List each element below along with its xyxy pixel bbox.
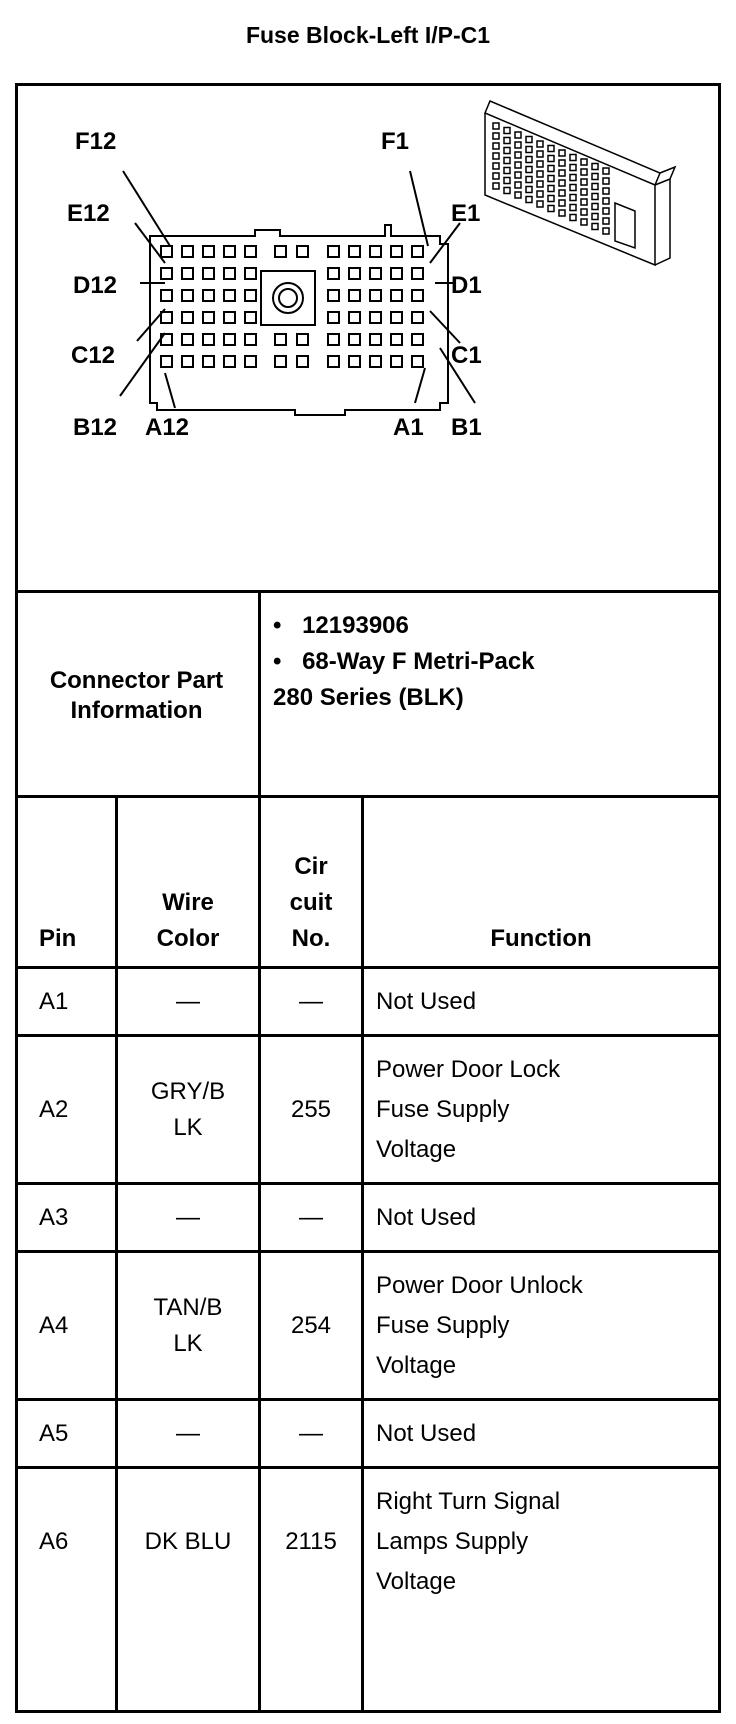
part-type: 68-Way F Metri-Pack [302, 648, 535, 675]
iso-cavity [515, 152, 521, 158]
circuit-no-cell: 2115 [285, 1527, 337, 1555]
iso-cavity [592, 224, 598, 230]
iso-cavity [515, 162, 521, 168]
iso-cavity [581, 199, 587, 205]
iso-cavity [515, 172, 521, 178]
pin-cavity [328, 268, 339, 279]
leader-c1 [430, 311, 460, 343]
pin-cavity [370, 356, 381, 367]
pin-cavity [245, 356, 256, 367]
iso-cavity [504, 158, 510, 164]
iso-cavity [515, 182, 521, 188]
pin-cavity [349, 268, 360, 279]
wire-color-cell: TAN/B LK [153, 1293, 223, 1357]
iso-cavity [504, 148, 510, 154]
iso-cavity [548, 156, 554, 162]
iso-cavity [581, 189, 587, 195]
iso-cavity [537, 161, 543, 167]
pin-cavity [275, 334, 286, 345]
pin-cavity [391, 268, 402, 279]
iso-cavity [537, 171, 543, 177]
pin-cavity [203, 334, 214, 345]
pin-cavity [370, 290, 381, 301]
col-header-wire-color: Wire Color [156, 889, 220, 952]
pin-cavity [245, 268, 256, 279]
function-cell: Not Used [376, 1419, 477, 1447]
pin-cavity [412, 268, 423, 279]
pin-cavity [297, 246, 308, 257]
pin-cell: A6 [39, 1527, 69, 1555]
iso-cavity [559, 200, 565, 206]
leader-a1 [415, 368, 425, 403]
pin-cavity [224, 334, 235, 345]
iso-cavity [548, 146, 554, 152]
pin-cavity [412, 246, 423, 257]
table-border-bottom [15, 1710, 721, 1713]
pin-cavity [245, 312, 256, 323]
circuit-no-cell: 254 [290, 1311, 332, 1339]
pin-cavity [203, 312, 214, 323]
pin-cavity [245, 290, 256, 301]
iso-cavity [570, 165, 576, 171]
iso-cavity [603, 188, 609, 194]
pin-cavity [161, 312, 172, 323]
wire-color-cell: — [176, 1203, 200, 1231]
iso-cavity [493, 163, 499, 169]
iso-cavity [603, 178, 609, 184]
iso-cavity [504, 178, 510, 184]
bullet-icon: • [273, 648, 282, 675]
iso-cavity [526, 137, 532, 143]
pin-cavity [161, 246, 172, 257]
pin-cavity [391, 290, 402, 301]
pin-cavity [328, 290, 339, 301]
bullet-icon: • [273, 612, 282, 639]
pin-cavity [245, 246, 256, 257]
col-divider-3 [361, 795, 364, 1713]
label-a12: A12 [145, 414, 190, 441]
iso-cavity [592, 214, 598, 220]
pin-cavity [412, 290, 423, 301]
iso-cavity [559, 180, 565, 186]
iso-cavity [581, 159, 587, 165]
iso-cavity [603, 218, 609, 224]
iso-cavity [493, 123, 499, 129]
iso-cavity [548, 166, 554, 172]
iso-cavity [581, 209, 587, 215]
pin-cavity [370, 268, 381, 279]
pin-cavity [275, 356, 286, 367]
circuit-no-cell: — [299, 1203, 323, 1231]
iso-cavity [526, 157, 532, 163]
iso-cavity [537, 201, 543, 207]
pin-cavity [297, 356, 308, 367]
pin-cavity [370, 312, 381, 323]
iso-cavity [515, 142, 521, 148]
pin-cavity [328, 312, 339, 323]
pin-cavity [328, 246, 339, 257]
iso-cavity [526, 167, 532, 173]
iso-cavity [570, 215, 576, 221]
part-info-label [15, 593, 258, 798]
pin-cavity [203, 246, 214, 257]
function-cell: Not Used [376, 1203, 477, 1231]
iso-cavity [559, 210, 565, 216]
pin-cavity [182, 356, 193, 367]
pin-cavity [224, 290, 235, 301]
pin-cavity [275, 246, 286, 257]
function-cell: Power Door Unlock Fuse Supply Voltage [376, 1271, 583, 1379]
wire-color-cell: DK BLU [144, 1527, 232, 1555]
iso-cavity [537, 191, 543, 197]
part-number-item [273, 608, 713, 644]
pin-cavity [161, 268, 172, 279]
col-header-circuit-no: Cir cuit No. [289, 853, 333, 952]
page-title: Fuse Block-Left I/P-C1 [245, 22, 491, 48]
pin-cavity [182, 334, 193, 345]
iso-cavity [559, 160, 565, 166]
iso-cavity [493, 143, 499, 149]
pin-cavity [412, 334, 423, 345]
wire-color-cell: — [176, 1419, 200, 1447]
iso-cavity [504, 168, 510, 174]
pin-cavity [224, 312, 235, 323]
iso-cavity [581, 219, 587, 225]
pin-cavity [297, 334, 308, 345]
iso-cavity [537, 151, 543, 157]
label-f12: F12 [75, 128, 117, 155]
col-header-function: Function [490, 925, 592, 952]
iso-cavity [548, 176, 554, 182]
wire-color-cell: GRY/B LK [150, 1077, 226, 1141]
label-c12: C12 [71, 342, 116, 369]
pin-cavity [349, 334, 360, 345]
leader-e1 [430, 223, 460, 263]
part-type-item [273, 644, 713, 680]
iso-cavity [493, 153, 499, 159]
pin-cavity [328, 356, 339, 367]
pin-cavity [391, 334, 402, 345]
pin-cell: A3 [39, 1203, 69, 1231]
iso-cavity [493, 173, 499, 179]
label-b12: B12 [73, 414, 118, 441]
label-e12: E12 [67, 200, 110, 227]
pin-cavity [203, 290, 214, 301]
iso-cavity [537, 181, 543, 187]
iso-cavity [515, 132, 521, 138]
connector-diagram [15, 83, 721, 590]
iso-cavity [570, 175, 576, 181]
pin-cavity [412, 356, 423, 367]
center-latch-hole [279, 289, 297, 307]
iso-cavity [570, 205, 576, 211]
iso-cavity [504, 128, 510, 134]
pin-cell: A2 [39, 1095, 69, 1123]
iso-cavity [526, 197, 532, 203]
pin-cavity [391, 312, 402, 323]
iso-cavity [526, 177, 532, 183]
leader-b12 [120, 333, 165, 396]
pin-cavity [391, 246, 402, 257]
iso-cavity [603, 208, 609, 214]
iso-cavity [559, 190, 565, 196]
label-a1: A1 [393, 414, 424, 441]
pin-cavity [370, 246, 381, 257]
iso-cavity [581, 179, 587, 185]
iso-cavity [570, 155, 576, 161]
label-d1: D1 [451, 272, 482, 299]
iso-cavity [592, 174, 598, 180]
iso-cavity [515, 192, 521, 198]
iso-cavity [570, 185, 576, 191]
iso-cavity [548, 186, 554, 192]
iso-cavity [570, 195, 576, 201]
part-info-label-line1: Connector Part [49, 666, 224, 694]
label-f1: F1 [381, 128, 410, 155]
connector-face-drawing [15, 83, 721, 590]
pin-cavity [182, 246, 193, 257]
iso-cavity [493, 133, 499, 139]
label-e1: E1 [451, 200, 481, 227]
iso-cavity [603, 198, 609, 204]
pin-cavity [349, 290, 360, 301]
divider-part-info [258, 590, 261, 798]
iso-cavity [559, 170, 565, 176]
iso-cavity [526, 187, 532, 193]
leader-a12 [165, 373, 175, 408]
iso-cavity [603, 228, 609, 234]
center-latch [261, 271, 315, 325]
function-cell: Not Used [376, 987, 477, 1015]
part-info-label-line2: Information [70, 696, 203, 724]
label-b1: B1 [451, 414, 482, 441]
iso-cavity [592, 164, 598, 170]
iso-cavity [592, 194, 598, 200]
pin-cavity [161, 356, 172, 367]
pin-cavity [224, 356, 235, 367]
function-cell: Right Turn Signal Lamps Supply Voltage [376, 1487, 561, 1595]
label-c1: C1 [451, 342, 482, 369]
pin-cavity [391, 356, 402, 367]
pin-cell: A1 [39, 987, 69, 1015]
function-cell: Power Door Lock Fuse Supply Voltage [376, 1055, 561, 1163]
pin-cell: A4 [39, 1311, 69, 1339]
part-number: 12193906 [302, 612, 409, 639]
pin-cavity [182, 268, 193, 279]
col-header-pin: Pin [39, 925, 77, 952]
pin-cavity [224, 268, 235, 279]
center-latch-ring [273, 283, 303, 313]
pin-cavity [328, 334, 339, 345]
wire-color-cell: — [176, 987, 200, 1015]
circuit-no-cell: — [299, 1419, 323, 1447]
iso-cavity [493, 183, 499, 189]
iso-cavity [537, 141, 543, 147]
pin-cavity [203, 268, 214, 279]
pin-cavity [224, 246, 235, 257]
pin-cavity [349, 356, 360, 367]
iso-cavity [603, 168, 609, 174]
iso-cavity [548, 206, 554, 212]
pin-cell: A5 [39, 1419, 69, 1447]
circuit-no-cell: — [299, 987, 323, 1015]
pin-cavity [182, 290, 193, 301]
connector-isometric-view [485, 101, 675, 265]
part-info-values [273, 608, 713, 716]
pin-cavity [203, 356, 214, 367]
connector-outline [150, 225, 448, 415]
leader-f12 [123, 171, 170, 246]
pin-cavity [349, 312, 360, 323]
iso-cavity [504, 188, 510, 194]
pin-cavity [245, 334, 256, 345]
part-series: 280 Series (BLK) [273, 684, 464, 711]
pin-cavity [349, 246, 360, 257]
iso-cavity [526, 147, 532, 153]
leader-f1 [410, 171, 428, 246]
pin-cavity [182, 312, 193, 323]
iso-cavity [592, 204, 598, 210]
connector-sheet [15, 83, 721, 1713]
pin-cavity [370, 334, 381, 345]
iso-cavity [592, 184, 598, 190]
iso-cavity [548, 196, 554, 202]
pin-cavity [412, 312, 423, 323]
circuit-no-cell: 255 [290, 1095, 332, 1123]
pin-cavity [161, 290, 172, 301]
iso-cavity [504, 138, 510, 144]
iso-cavity [559, 150, 565, 156]
label-d12: D12 [73, 272, 118, 299]
iso-cavity [581, 169, 587, 175]
